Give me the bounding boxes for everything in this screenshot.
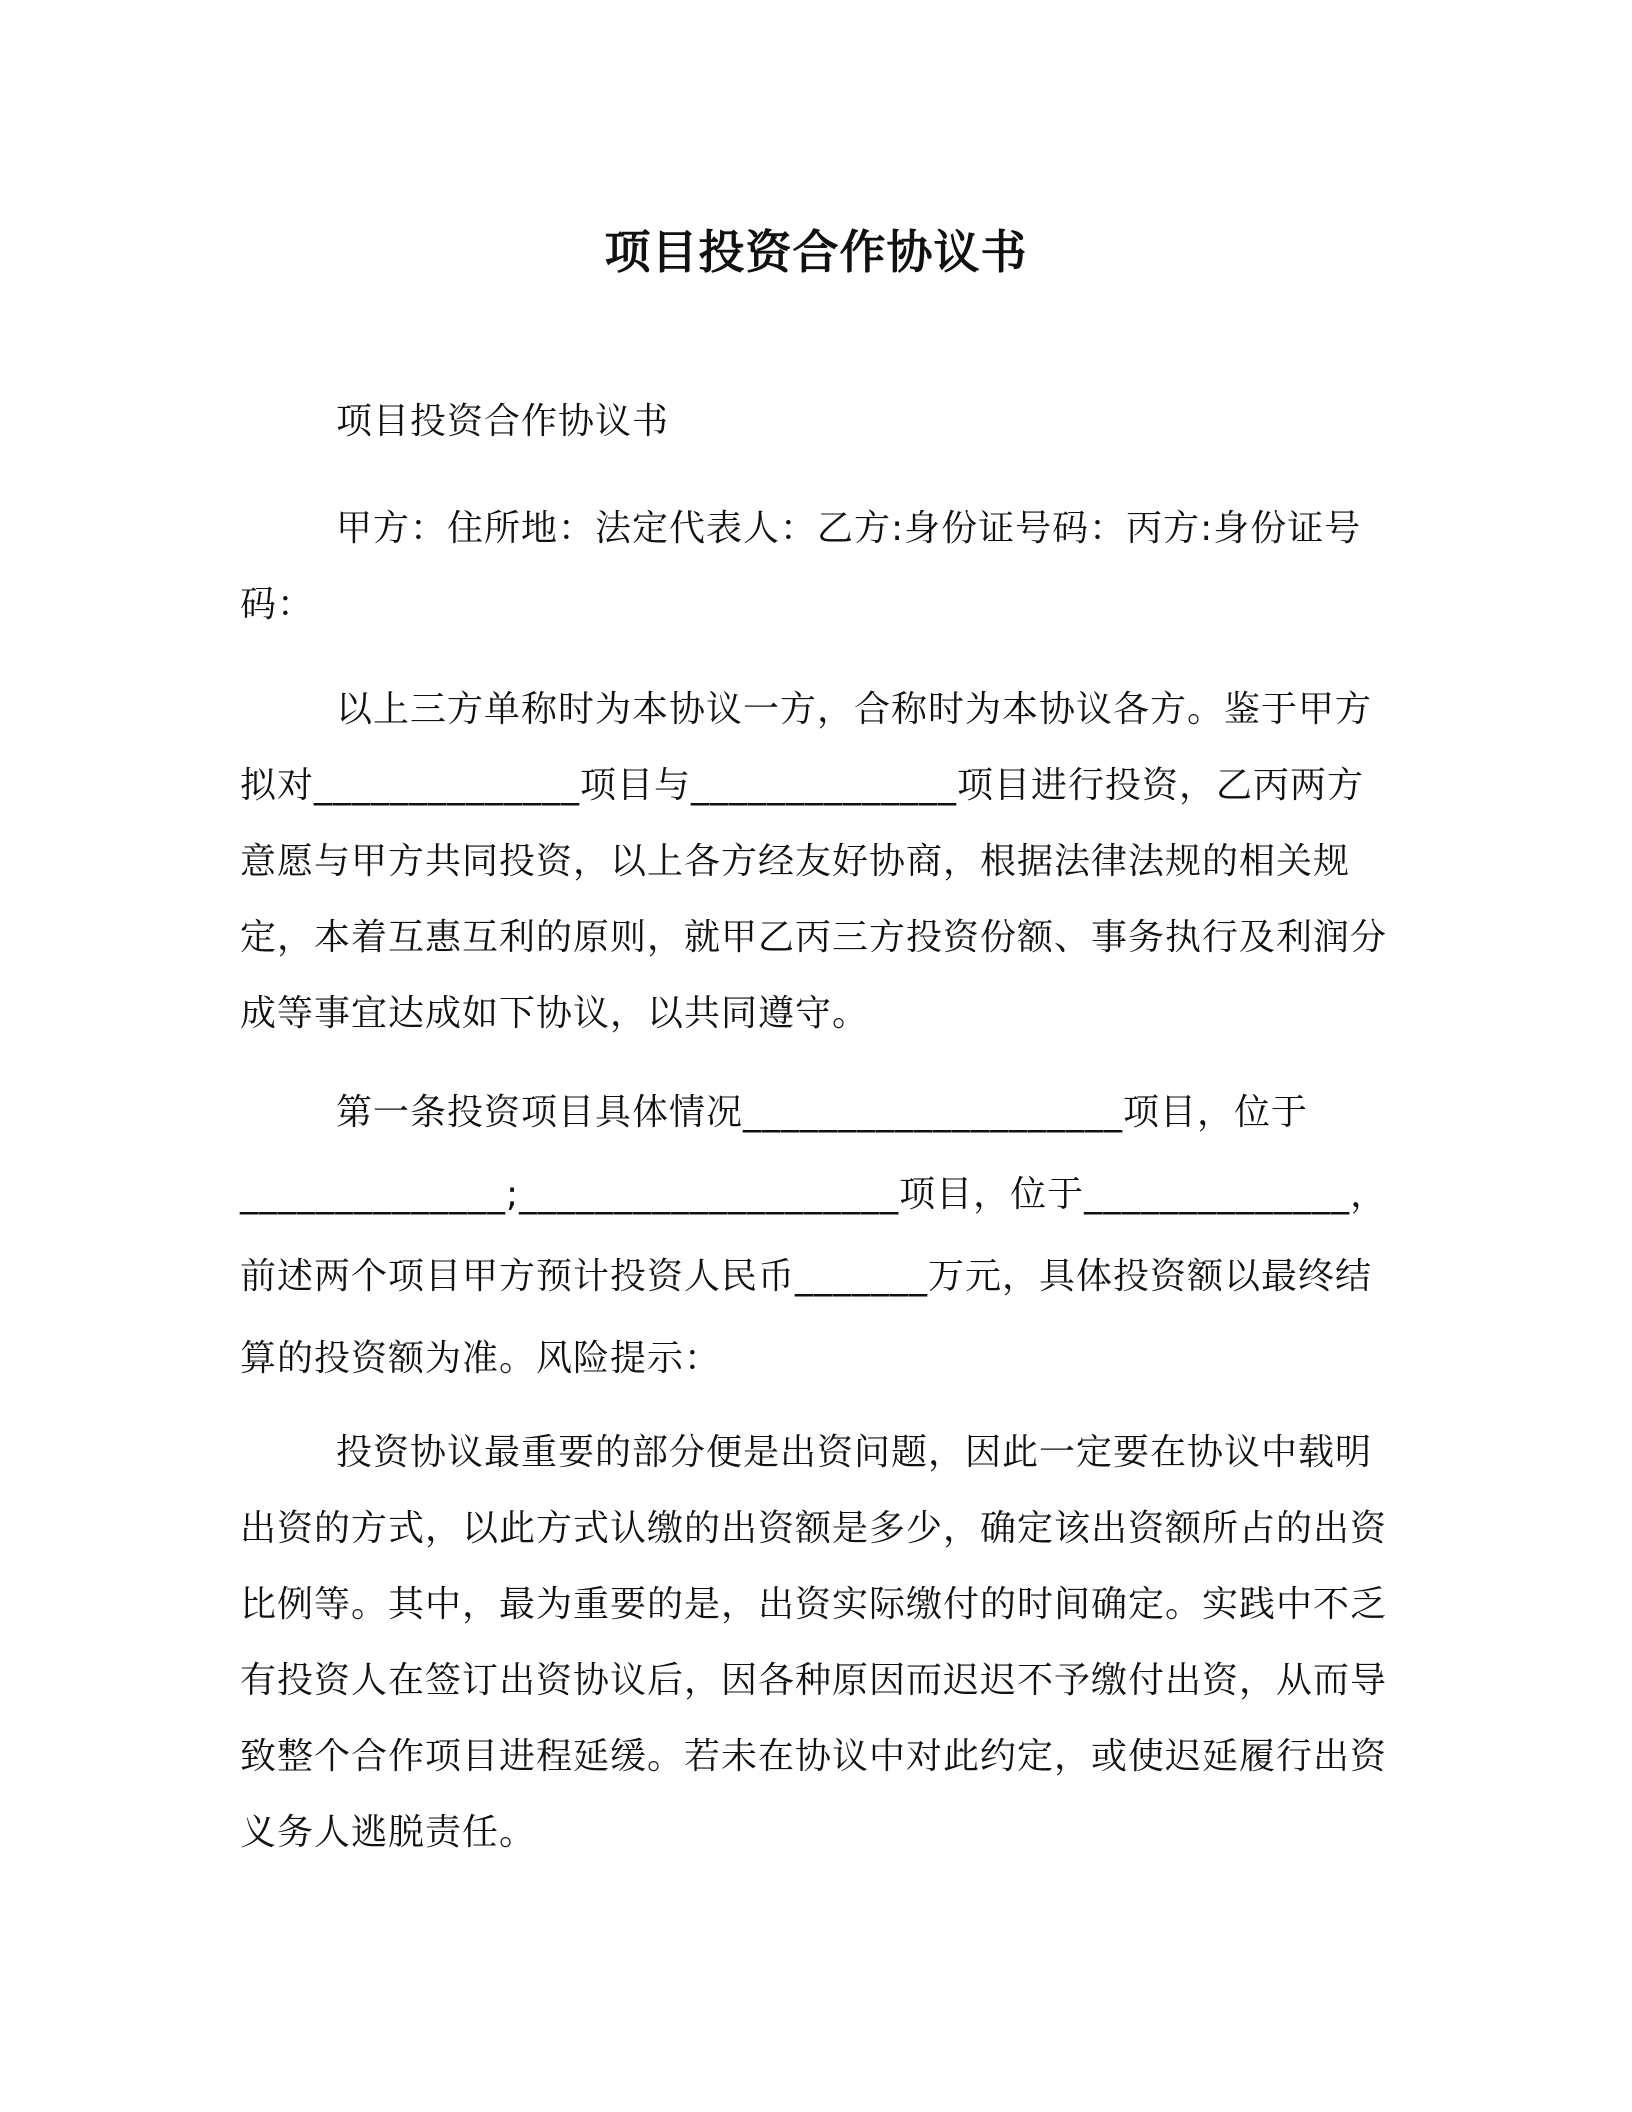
parties-paragraph (240, 491, 1390, 643)
intro-text: 以上三方单称时为本协议一方，合称时为本协议各方。鉴于甲方拟对______________项目与______________项目进行投资，乙丙两方意愿与甲方共同投资，以上各方经友好协商，根据法律法规的相关规定，本着互惠互利的原则，就甲乙丙三方投资份额、事务执行及利润分成等事宜达成如下协议，以共同遵守。 (240, 689, 1388, 1034)
risk-note-paragraph (240, 1415, 1390, 1871)
risk-note-text: 投资协议最重要的部分便是出资问题，因此一定要在协议中载明出资的方式，以此方式认缴的出资额是多少，确定该出资额所占的出资比例等。其中，最为重要的是，出资实际缴付的时间确定。实践中不乏有投资人在签订出资协议后，因各种原因而迟迟不予缴付出资，从而导致整个合作项目进程延缓。若未在协议中对此约定，或使迟延履行出资义务人逃脱责任。 (240, 1432, 1388, 1853)
intro-paragraph (240, 672, 1390, 1052)
article-1-text: 第一条投资项目具体情况____________________项目，位于______________;____________________项目，位于______________，前述两个项目甲方预计投资人民币_______万元，具体投资额以最终结算的投资额为准。风险提示： (240, 1092, 1388, 1379)
subtitle-text: 项目投资合作协议书 (336, 401, 670, 442)
article-1-paragraph (240, 1072, 1390, 1400)
parties-text: 甲方：住所地：法定代表人：乙方:身份证号码：丙方:身份证号码： (240, 508, 1362, 625)
document-title: 项目投资合作协议书 (604, 225, 1028, 279)
document-subtitle (240, 384, 1390, 460)
